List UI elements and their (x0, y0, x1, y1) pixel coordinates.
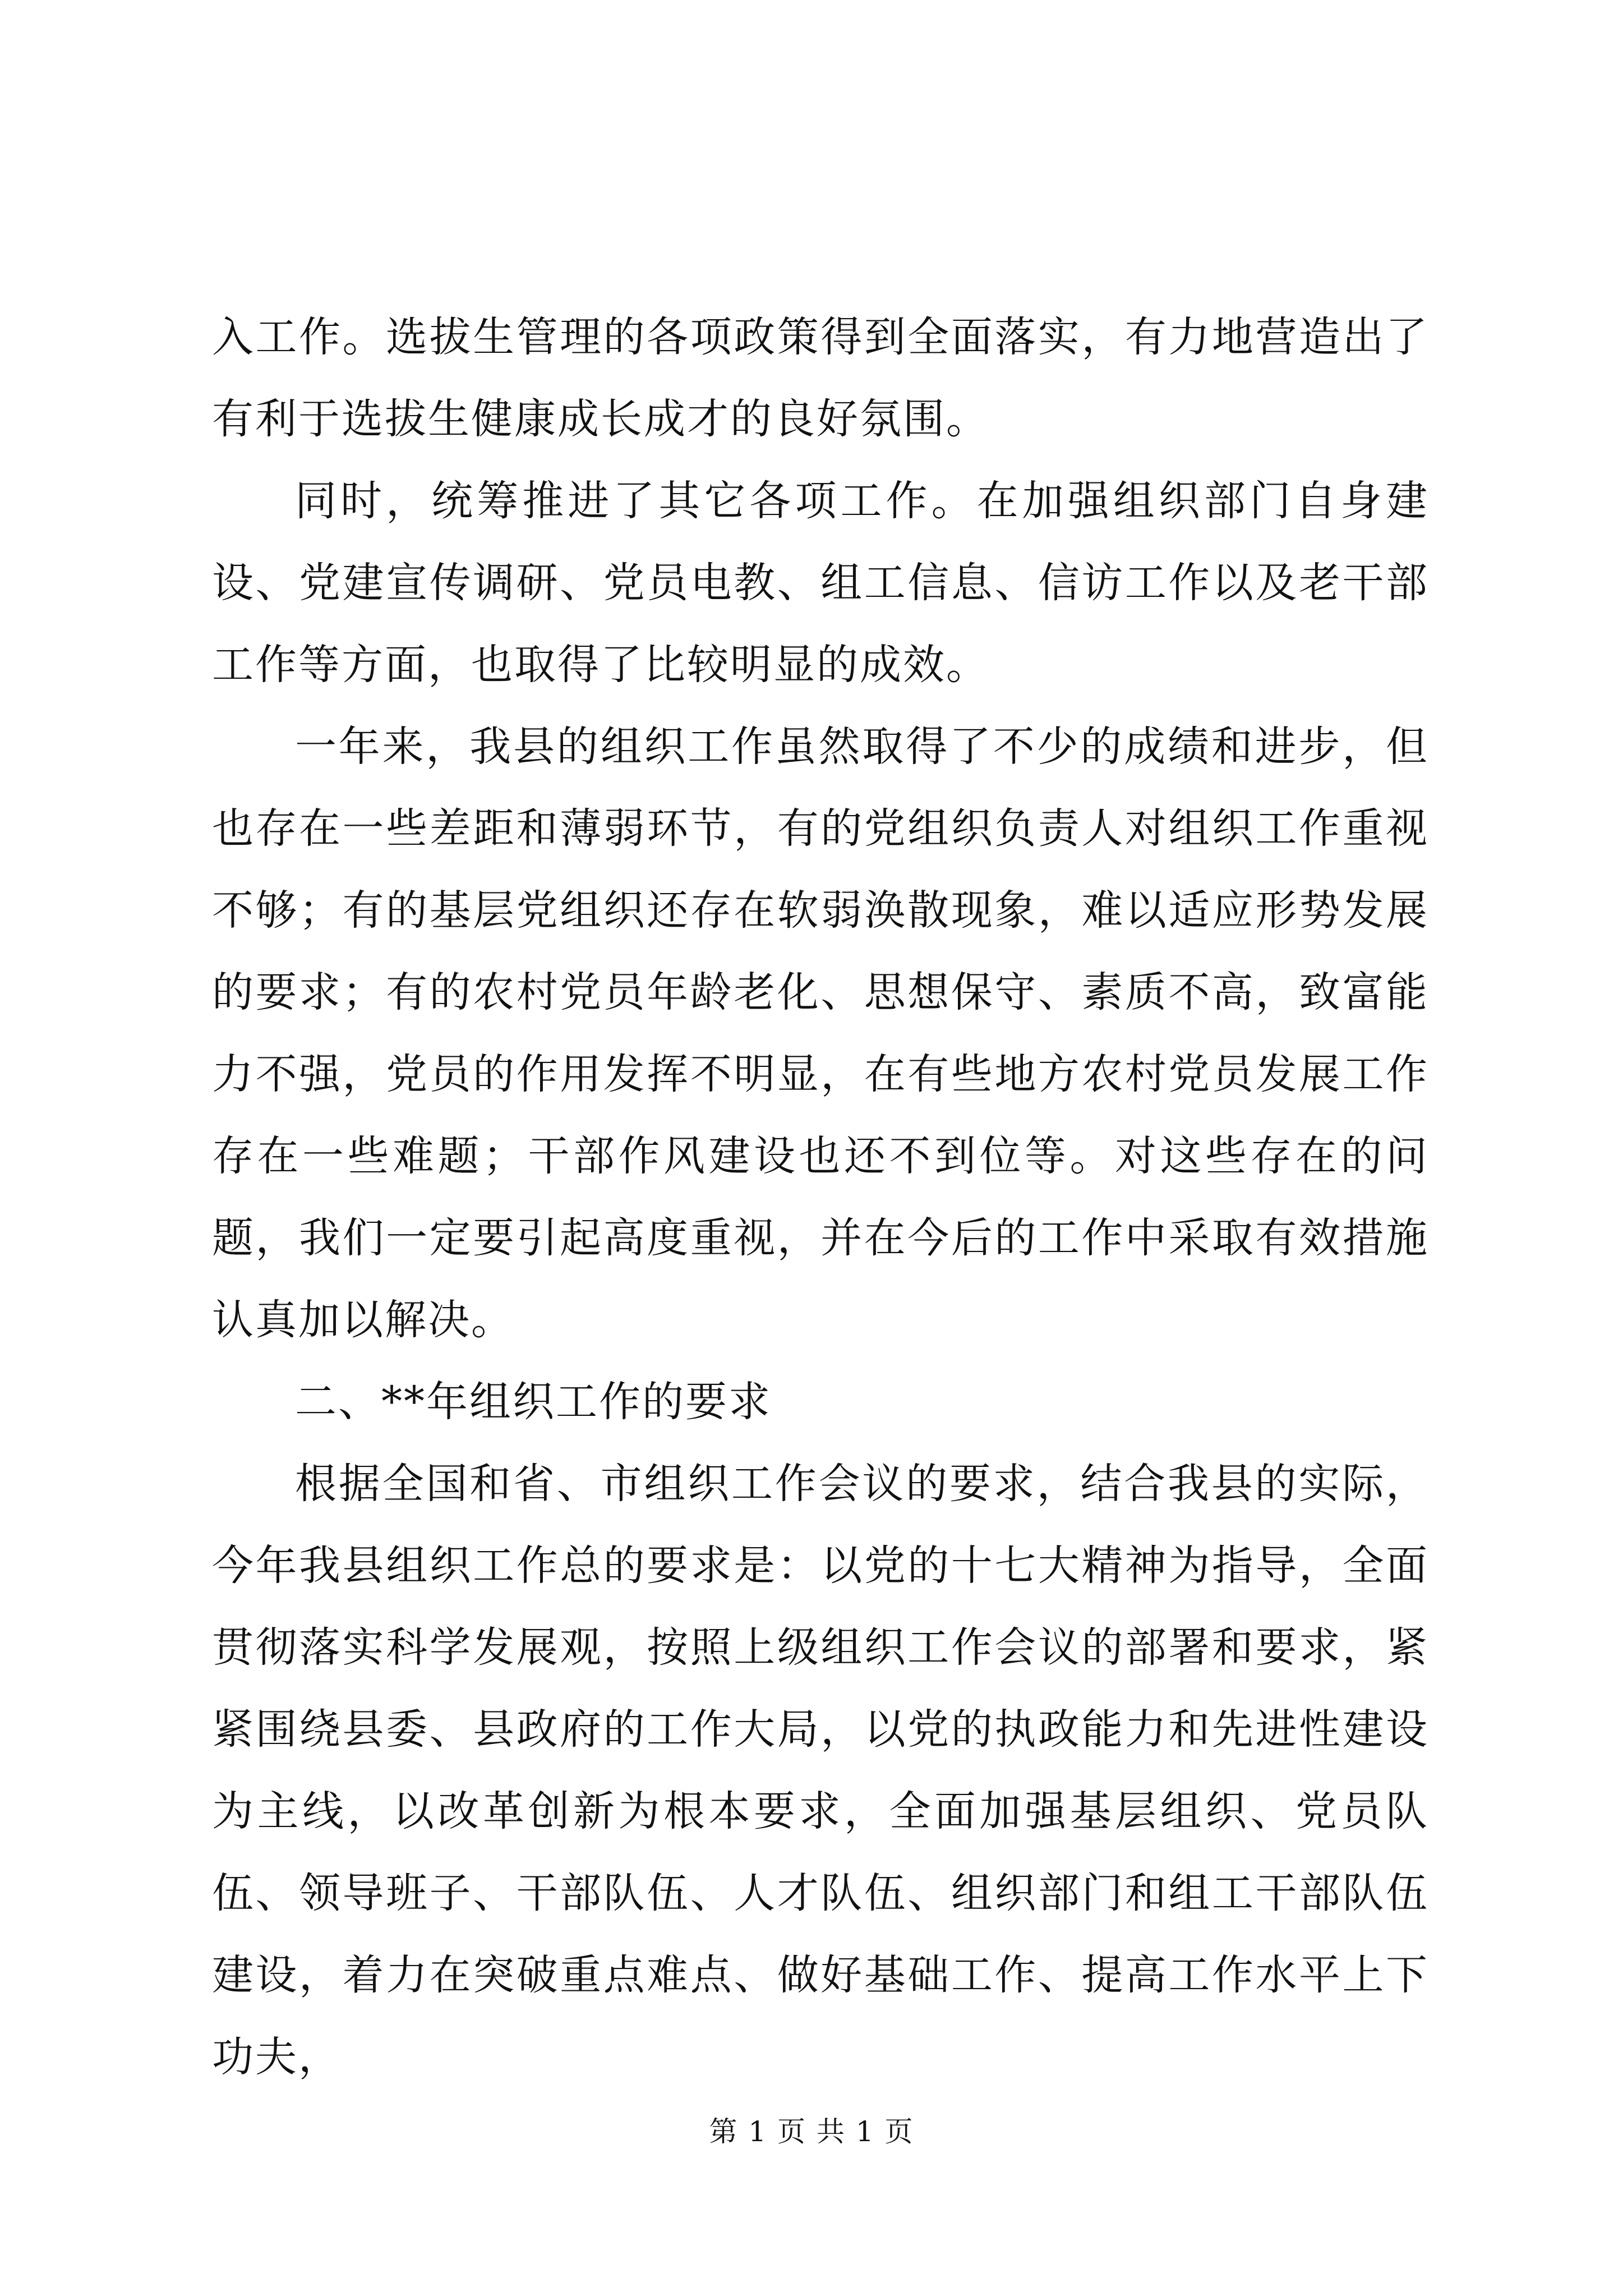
page-footer: 第 1 页 共 1 页 (709, 2115, 914, 2148)
paragraph-2: 同时，统筹推进了其它各项工作。在加强组织部门自身建设、党建宣传调研、党员电教、组工信息、信访工作以及老干部工作等方面，也取得了比较明显的成效。 (212, 477, 1429, 689)
section-heading: 二、**年组织工作的要求 (295, 1378, 772, 1426)
paragraph-3: 一年来，我县的组织工作虽然取得了不少的成绩和进步，但也存在一些差距和薄弱环节，有的党组织负责人对组织工作重视不够；有的基层党组织还存在软弱涣散现象，难以适应形势发展的要求；有的农村党员年龄老化、思想保守、素质不高，致富能力不强，党员的作用发挥不明显，在有些地方农村党员发展工作存在一些难题；干部作风建设也还不到位等。对这些存在的问题，我们一定要引起高度重视，并在今后的工作中采取有效措施认真加以解决。 (212, 723, 1429, 1344)
document-body (212, 296, 1429, 2098)
paragraph-4: 根据全国和省、市组织工作会议的要求，结合我县的实际，今年我县组织工作总的要求是：以党的十七大精神为指导，全面贯彻落实科学发展观，按照上级组织工作会议的部署和要求，紧紧围绕县委、县政府的工作大局，以党的执政能力和先进性建设为主线，以改革创新为根本要求，全面加强基层组织、党员队伍、领导班子、干部队伍、人才队伍、组织部门和组工干部队伍建设，着力在突破重点难点、做好基础工作、提高工作水平上下功夫， (212, 1460, 1429, 2081)
paragraph-1: 入工作。选拔生管理的各项政策得到全面落实，有力地营造出了有利于选拔生健康成长成才的良好氛围。 (212, 313, 1429, 443)
